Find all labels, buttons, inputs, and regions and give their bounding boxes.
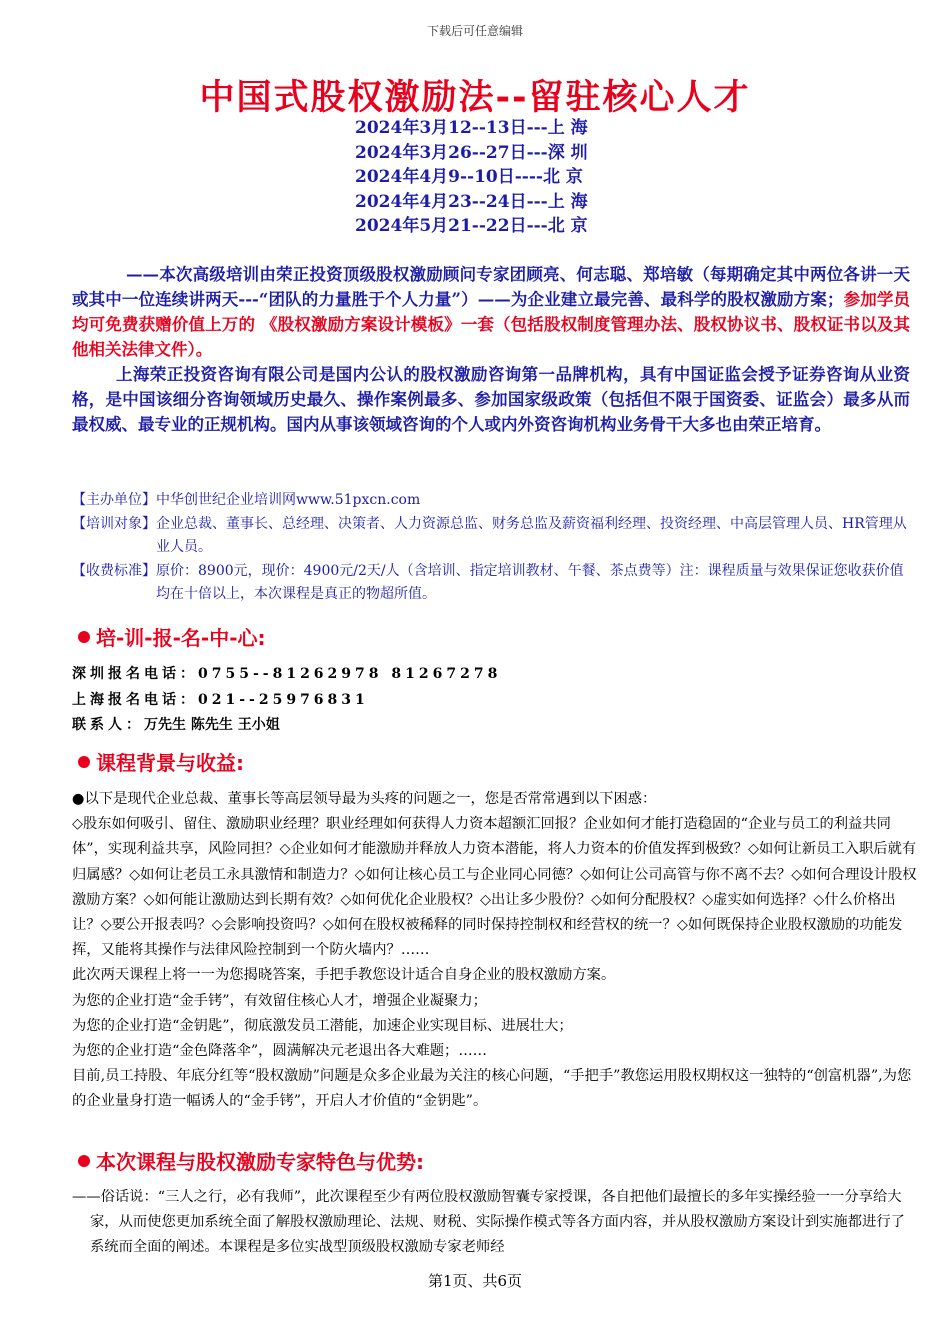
organizer-row xyxy=(72,489,910,513)
background-paragraph: 为您的企业打造“金色降落伞”，圆满解决元老退出各大难题；…… xyxy=(72,1043,487,1060)
fee-value: 原价：8900元，现价：4900元/2天/人（含培训、指定培训教材、午餐、茶点费等）注：课程质量与效果保证您收获价值均在十倍以上，本次课程是真正的物超所值。 xyxy=(156,562,904,602)
background-text xyxy=(72,787,918,1115)
fee-row xyxy=(72,560,910,607)
background-paragraph: 此次两天课程上将一一为您揭晓答案，手把手教您设计适合自身企业的股权激励方案。 xyxy=(72,967,616,984)
background-paragraph: 为您的企业打造“金钥匙”，彻底激发员工潜能，加速企业实现目标、进展壮大； xyxy=(72,1017,573,1034)
schedule-item: 2024年3月12--13日---上 海 xyxy=(355,118,588,138)
page-title: 中国式股权激励法--留驻核心人才 xyxy=(199,78,751,118)
intro-section xyxy=(72,262,910,437)
shanghai-phone: 上海报名电话：021--25976831 xyxy=(72,691,369,708)
header-note: 下载后可任意编辑 xyxy=(426,24,523,38)
background-paragraph: ◇股东如何吸引、留住、激励职业经理？职业经理如何获得人力资本超额汇回报？企业如何才能打造稳固的“企业与员工的利益共同体”，实现利益共享，风险同担？◇企业如何才能激励并释放人力资本潜能，将人力资本的价值发挥到极致？◇如何让新员工入职后就有归属感？◇如何让老员工永具激情和制造力？◇如何让核心员工与企业同心同德？◇如何让公司高管与你不离不去？◇如何合理设计股权激励方案？◇如何能让激励达到长期有效？◇如何优化企业股权？◇出让多少股份？◇如何分配股权？◇虚实如何选择？◇什么价格出让？◇要公开报表吗？◇会影响投资吗？◇如何在股权被稀释的同时保持控制权和经营权的统一？◇如何既保持企业股权激励的功能发挥，又能将其操作与法律风险控制到一个防火墙内？…… xyxy=(72,816,917,959)
section-title: 培-训-报-名-中-心: xyxy=(96,626,266,650)
intro-paragraph-2: 上海荣正投资咨询有限公司是国内公认的股权激励咨询第一品牌机构，具有中国证监会授予证券咨询从业资格，是中国该细分咨询领域历史最久、操作案例最多、参加国家级政策（包括但不限于国资委、证监会）最多从而最权威、最专业的正规机构。国内从事该领域咨询的个人或内外资咨询机构业务骨干大多也由荣正培育。 xyxy=(72,365,910,434)
organizer-value: 中华创世纪企业培训网www.51pxcn.com xyxy=(156,492,421,508)
bullet-icon xyxy=(78,631,90,643)
audience-value: 企业总裁、董事长、总经理、决策者、人力资源总监、财务总监及薪资福利经理、投资经理、中高层管理人员、HR管理从业人员。 xyxy=(156,515,907,555)
intro-red-text: 参加学员均可免费获赠价值上万的 《股权激励方案设计模板》一套（包括股权制度管理办法、股权协议书、股权证书以及其他相关法律文件）。 xyxy=(72,290,911,359)
features-text xyxy=(72,1185,910,1261)
contact-people: 万先生 陈先生 王小姐 xyxy=(144,717,280,733)
schedule-item: 2024年4月23--24日---上 海 xyxy=(355,191,588,212)
course-info xyxy=(72,489,910,607)
bullet-icon xyxy=(78,1155,90,1167)
section-title: 课程背景与收益: xyxy=(96,751,244,775)
section-heading-register xyxy=(78,622,266,651)
section-title: 本次课程与股权激励专家特色与优势: xyxy=(96,1150,424,1174)
fee-label: 【收费标准】 xyxy=(72,562,156,579)
contact-people-label: 联系人： xyxy=(72,717,144,733)
background-paragraph: 目前,员工持股、年底分红等“股权激励”问题是众多企业最为关注的核心问题，“手把手”教您运用股权期权这一独特的“创富机器”,为您的企业量身打造一幅诱人的“金手铐”，开启人才价值的“金钥匙”。 xyxy=(72,1068,912,1110)
schedule-item: 2024年4月9--10日----北 京 xyxy=(355,167,583,187)
page-footer: 第1页、共6页 xyxy=(427,1272,523,1290)
intro-paragraph-1 xyxy=(72,262,910,362)
intro-blue-text: ——本次高级培训由荣正投资顶级股权激励顾问专家团顾亮、何志聪、郑培敏（每期确定其中两位各讲一天或其中一位连续讲两天---“团队的力量胜于个人力量”）——为企业建立最完善、最科学的股权激励方案； xyxy=(72,265,910,309)
schedule-list xyxy=(355,116,588,239)
contact-people-row xyxy=(72,713,501,739)
schedule-item: 2024年3月26--27日---深 圳 xyxy=(355,142,588,163)
organizer-label: 【主办单位】 xyxy=(72,492,156,508)
section-heading-background xyxy=(78,747,244,776)
features-paragraph: ——俗话说：“三人之行，必有我师”，此次课程至少有两位股权激励智囊专家授课，各自把他们最擅长的多年实操经验一一分享给大家，从而使您更加系统全面了解股权激励理论、法规、财税、实际操作模式等各方面内容，并从股权激励方案设计到实施都进行了系统而全面的阐述。本课程是多位实战型顶级股权激励专家老师经 xyxy=(72,1189,905,1256)
audience-label: 【培训对象】 xyxy=(72,515,156,532)
section-heading-features xyxy=(78,1146,424,1175)
contact-block xyxy=(72,662,501,739)
background-paragraph: 为您的企业打造“金手铐”，有效留住核心人才，增强企业凝聚力； xyxy=(72,992,487,1009)
audience-row xyxy=(72,513,910,560)
shenzhen-phone: 深圳报名电话：0755--81262978 81267278 xyxy=(72,666,502,682)
background-paragraph: ●以下是现代企业总裁、董事长等高层领导最为头疼的问题之一，您是否常常遇到以下困惑： xyxy=(72,791,657,807)
bullet-icon xyxy=(78,756,90,768)
schedule-item: 2024年5月21--22日---北 京 xyxy=(355,216,588,236)
